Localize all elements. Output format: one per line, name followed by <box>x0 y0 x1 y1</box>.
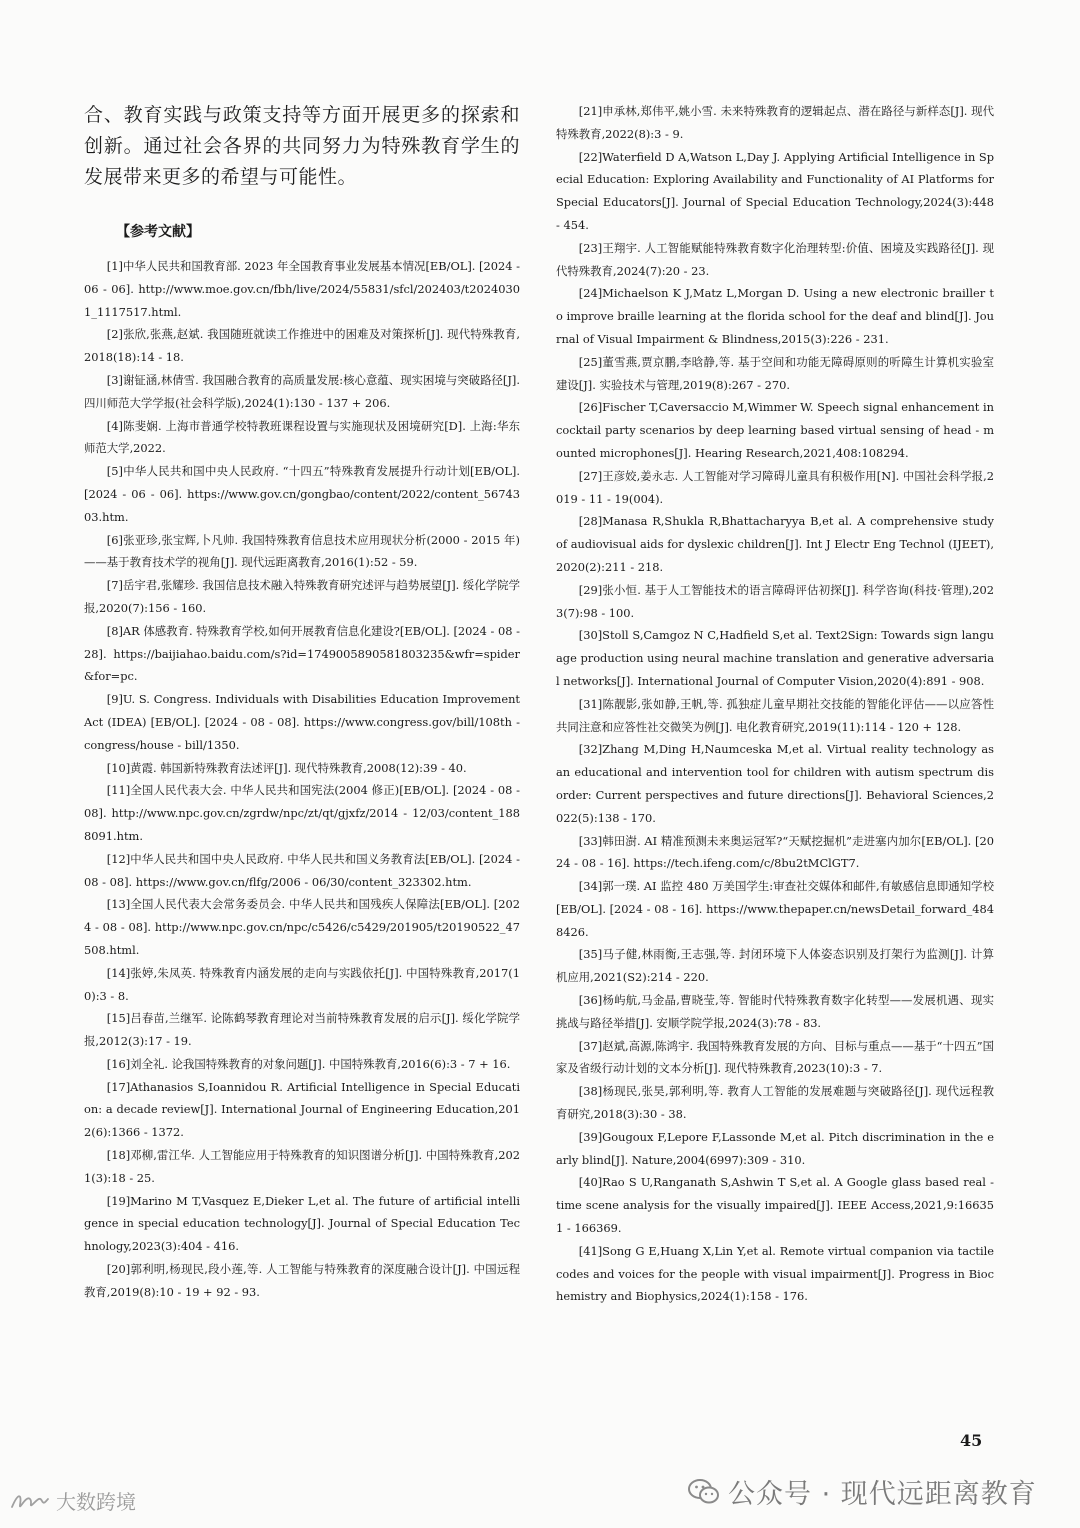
reference-item: [34]郭一璞. AI 监控 480 万美国学生:审查社交媒体和邮件,有敏感信息即通知学校[EB/OL]. [2024 - 08 - 16]. https://www.thepaper.cn/newsDetail_forward_4848426. <box>556 879 994 939</box>
reference-item: [6]张亚珍,张宝辉,卜凡帅. 我国特殊教育信息技术应用现状分析(2000 - 2015 年)——基于教育技术学的视角[J]. 现代远距离教育,2016(1):52 - 59. <box>84 532 520 570</box>
reference-item: [40]Rao S U,Ranganath S,Ashwin T S,et al. A Google glass based real - time scene analysis for the visually impaired[J]. IEEE Access,2021,9:166351 - 166369. <box>556 1175 994 1236</box>
right-column <box>556 100 994 1308</box>
reference-item: [15]吕春苗,兰继军. 论陈鹤琴教育理论对当前特殊教育发展的启示[J]. 绥化学院学报,2012(3):17 - 19. <box>84 1011 520 1049</box>
references-list-right <box>556 100 994 1308</box>
reference-item: [39]Gougoux F,Lepore F,Lassonde M,et al. Pitch discrimination in the early blind[J]. Nature,2004(6997):309 - 310. <box>556 1129 994 1167</box>
reference-item: [13]全国人民代表大会常务委员会. 中华人民共和国残疾人保障法[EB/OL]. [2024 - 08 - 08]. http://www.npc.gov.cn/npc/c5426/c5429/201905/t20190522_47508.html. <box>84 897 520 957</box>
brand-watermark-text: 大数跨境 <box>56 1490 136 1514</box>
reference-item: [8]AR 体感教育. 特殊教育学校,如何开展教育信息化建设?[EB/OL]. [2024 - 08 - 28]. https://baijiahao.baidu.com/s?id=1749005890581803235&wfr=spider&for=pc. <box>84 623 520 684</box>
reference-item: [9]U. S. Congress. Individuals with Disabilities Education Improvement Act (IDEA) [EB/OL]. [2024 - 08 - 08]. https://www.congress.gov/bill/108th - congress/house - bill/1350. <box>84 692 520 752</box>
reference-item: [24]Michaelson K J,Matz L,Morgan D. Using a new electronic brailler to improve braille learning at the florida school for the deaf and blind[J]. Journal of Visual Impairment & Blindness,2015(3):226 - 231. <box>556 286 994 346</box>
references-list-left <box>84 255 520 1304</box>
reference-item: [38]杨现民,张昊,郭利明,等. 教育人工智能的发展难题与突破路径[J]. 现代远程教育研究,2018(3):30 - 38. <box>556 1084 994 1122</box>
reference-item: [41]Song G E,Huang X,Lin Y,et al. Remote virtual companion via tactile codes and voices for the people with visual impairment[J]. Progress in Biochemistry and Biophysics,2024(1):158 - 176. <box>556 1243 994 1304</box>
reference-item: [2]张欣,张燕,赵斌. 我国随班就读工作推进中的困难及对策探析[J]. 现代特殊教育,2018(18):14 - 18. <box>84 327 520 365</box>
reference-item: [14]张婷,朱凤英. 特殊教育内涵发展的走向与实践依托[J]. 中国特殊教育,2017(10):3 - 8. <box>84 965 520 1003</box>
reference-item: [31]陈靓影,张如静,王帆,等. 孤独症儿童早期社交技能的智能化评估——以应答性共同注意和应答性社交微笑为例[J]. 电化教育研究,2019(11):114 - 120 + 128. <box>556 696 994 734</box>
reference-item: [33]韩田澍. AI 精准预测未来奥运冠军?“天赋挖掘机”走进塞内加尔[EB/OL]. [2024 - 08 - 16]. https://tech.ifeng.com/c/8bu2tMClGT7. <box>556 833 994 871</box>
reference-item: [7]岳宇君,张耀珍. 我国信息技术融入特殊教育研究述评与趋势展望[J]. 绥化学院学报,2020(7):156 - 160. <box>84 578 520 615</box>
reference-item: [25]董雪燕,贾京鹏,李晗静,等. 基于空间和功能无障碍原则的听障生计算机实验室建设[J]. 实验技术与管理,2019(8):267 - 270. <box>556 354 994 392</box>
reference-item: [4]陈斐娴. 上海市普通学校特教班课程设置与实施现状及困境研究[D]. 上海:华东师范大学,2022. <box>84 418 520 456</box>
reference-item: [10]黄霞. 韩国新特殊教育法述评[J]. 现代特殊教育,2008(12):39 - 40. <box>106 760 467 775</box>
reference-item: [30]Stoll S,Camgoz N C,Hadfield S,et al. Text2Sign: Towards sign language production using neural machine translation and generative adversarial networks[J]. International Journal of Computer Vision,2020(4):891 - 908. <box>556 628 994 688</box>
reference-item: [23]王翔宇. 人工智能赋能特殊教育数字化治理转型:价值、困境及实践路径[J]. 现代特殊教育,2024(7):20 - 23. <box>556 240 994 278</box>
reference-item: [37]赵斌,高源,陈鸿宇. 我国特殊教育发展的方向、目标与重点——基于“十四五”国家及省级行动计划的文本分析[J]. 现代特殊教育,2023(10):3 - 7. <box>556 1038 994 1076</box>
reference-item: [35]马子健,林雨衡,王志强,等. 封闭环境下人体姿态识别及打架行为监测[J]. 计算机应用,2021(S2):214 - 220. <box>556 947 994 985</box>
wechat-watermark-text: 公众号 · 现代远距离教育 <box>728 1479 1037 1510</box>
wechat-icon <box>688 1479 720 1505</box>
reference-item: [1]中华人民共和国教育部. 2023 年全国教育事业发展基本情况[EB/OL]. [2024 - 06 - 06]. http://www.moe.gov.cn/fbh/live/2024/55831/sfcl/202403/t20240301_1117517.html. <box>84 259 520 319</box>
reference-item: [17]Athanasios S,Ioannidou R. Artificial Intelligence in Special Education: a decade review[J]. International Journal of Engineering Education,2012(6):1366 - 1372. <box>84 1079 520 1140</box>
reference-item: [28]Manasa R,Shukla R,Bhattacharyya B,et al. A comprehensive study of audiovisual aids for dyslexic children[J]. Int J Electr Eng Technol (IJEET),2020(2):211 - 218. <box>556 514 994 574</box>
reference-item: [26]Fischer T,Caversaccio M,Wimmer W. Speech signal enhancement in cocktail party scenarios by deep learning based virtual sensing of head - mounted microphones[J]. Hearing Research,2021,408:108294. <box>556 400 994 460</box>
reference-item: [16]刘全礼. 论我国特殊教育的对象问题[J]. 中国特殊教育,2016(6):3 - 7 + 16. <box>106 1056 511 1071</box>
reference-item: [22]Waterfield D A,Watson L,Day J. Applying Artificial Intelligence in Special Education: Exploring Availability and Functionality of AI Platforms for Special Educators[J]. Journal of Special Education Technology,2024(3):448 - 454. <box>556 149 995 232</box>
reference-item: [11]全国人民代表大会. 中华人民共和国宪法(2004 修正)[EB/OL]. [2024 - 08 - 08]. http://www.npc.gov.cn/zgrdw/npc/zt/qt/gjxfz/2014 - 12/03/content_1888091.htm. <box>84 783 520 843</box>
reference-item: [36]杨屿航,马金晶,曹晓莹,等. 智能时代特殊教育数字化转型——发展机遇、现实挑战与路径举措[J]. 安顺学院学报,2024(3):78 - 83. <box>556 993 994 1030</box>
page-number: 45 <box>960 1431 983 1450</box>
reference-item: [3]谢钲涵,林倩雪. 我国融合教育的高质量发展:核心意蕴、现实困境与突破路径[J]. 四川师范大学学报(社会科学版),2024(1):130 - 137 + 206. <box>84 372 520 410</box>
reference-item: [19]Marino M T,Vasquez E,Dieker L,et al. The future of artificial intelligence in special education technology[J]. Journal of Special Education Technology,2023(3):404 - 416. <box>84 1193 520 1254</box>
reference-item: [5]中华人民共和国中央人民政府. “十四五”特殊教育发展提升行动计划[EB/OL]. [2024 - 06 - 06]. https://www.gov.cn/gongbao/content/2022/content_5674303.htm. <box>84 464 520 524</box>
brand-watermark <box>10 1486 136 1515</box>
reference-item: [29]张小恒. 基于人工智能技术的语言障碍评估初探[J]. 科学咨询(科技·管理),2023(7):98 - 100. <box>556 582 994 620</box>
reference-item: [21]申承林,郑伟平,姚小雪. 未来特殊教育的逻辑起点、潜在路径与新样态[J]. 现代特殊教育,2022(8):3 - 9. <box>556 104 994 141</box>
reference-item: [18]邓柳,雷江华. 人工智能应用于特殊教育的知识图谱分析[J]. 中国特殊教育,2021(3):18 - 25. <box>84 1148 520 1185</box>
reference-item: [27]王彦姣,姜永志. 人工智能对学习障碍儿童具有积极作用[N]. 中国社会科学报,2019 - 11 - 19(004). <box>556 468 994 506</box>
references-heading: 【参考文献】 <box>116 224 200 240</box>
reference-item: [32]Zhang M,Ding H,Naumceska M,et al. Virtual reality technology as an educational and intervention tool for children with autism spectrum disorder: Current perspectives and future directions[J]. Behavioral Sciences,2022(5):138 - 170. <box>556 742 994 825</box>
reference-item: [12]中华人民共和国中央人民政府. 中华人民共和国义务教育法[EB/OL]. [2024 - 08 - 08]. https://www.gov.cn/flfg/2006 - 06/30/content_323302.htm. <box>84 851 520 889</box>
signature-icon <box>10 1489 50 1513</box>
reference-item: [20]郭利明,杨现民,段小莲,等. 人工智能与特殊教育的深度融合设计[J]. 中国远程教育,2019(8):10 - 19 + 92 - 93. <box>84 1262 520 1299</box>
left-column <box>84 100 520 1304</box>
intro-paragraph: 合、教育实践与政策支持等方面开展更多的探索和创新。通过社会各界的共同努力为特殊教育学生的发展带来更多的希望与可能性。 <box>84 104 520 188</box>
wechat-watermark <box>688 1472 1037 1511</box>
